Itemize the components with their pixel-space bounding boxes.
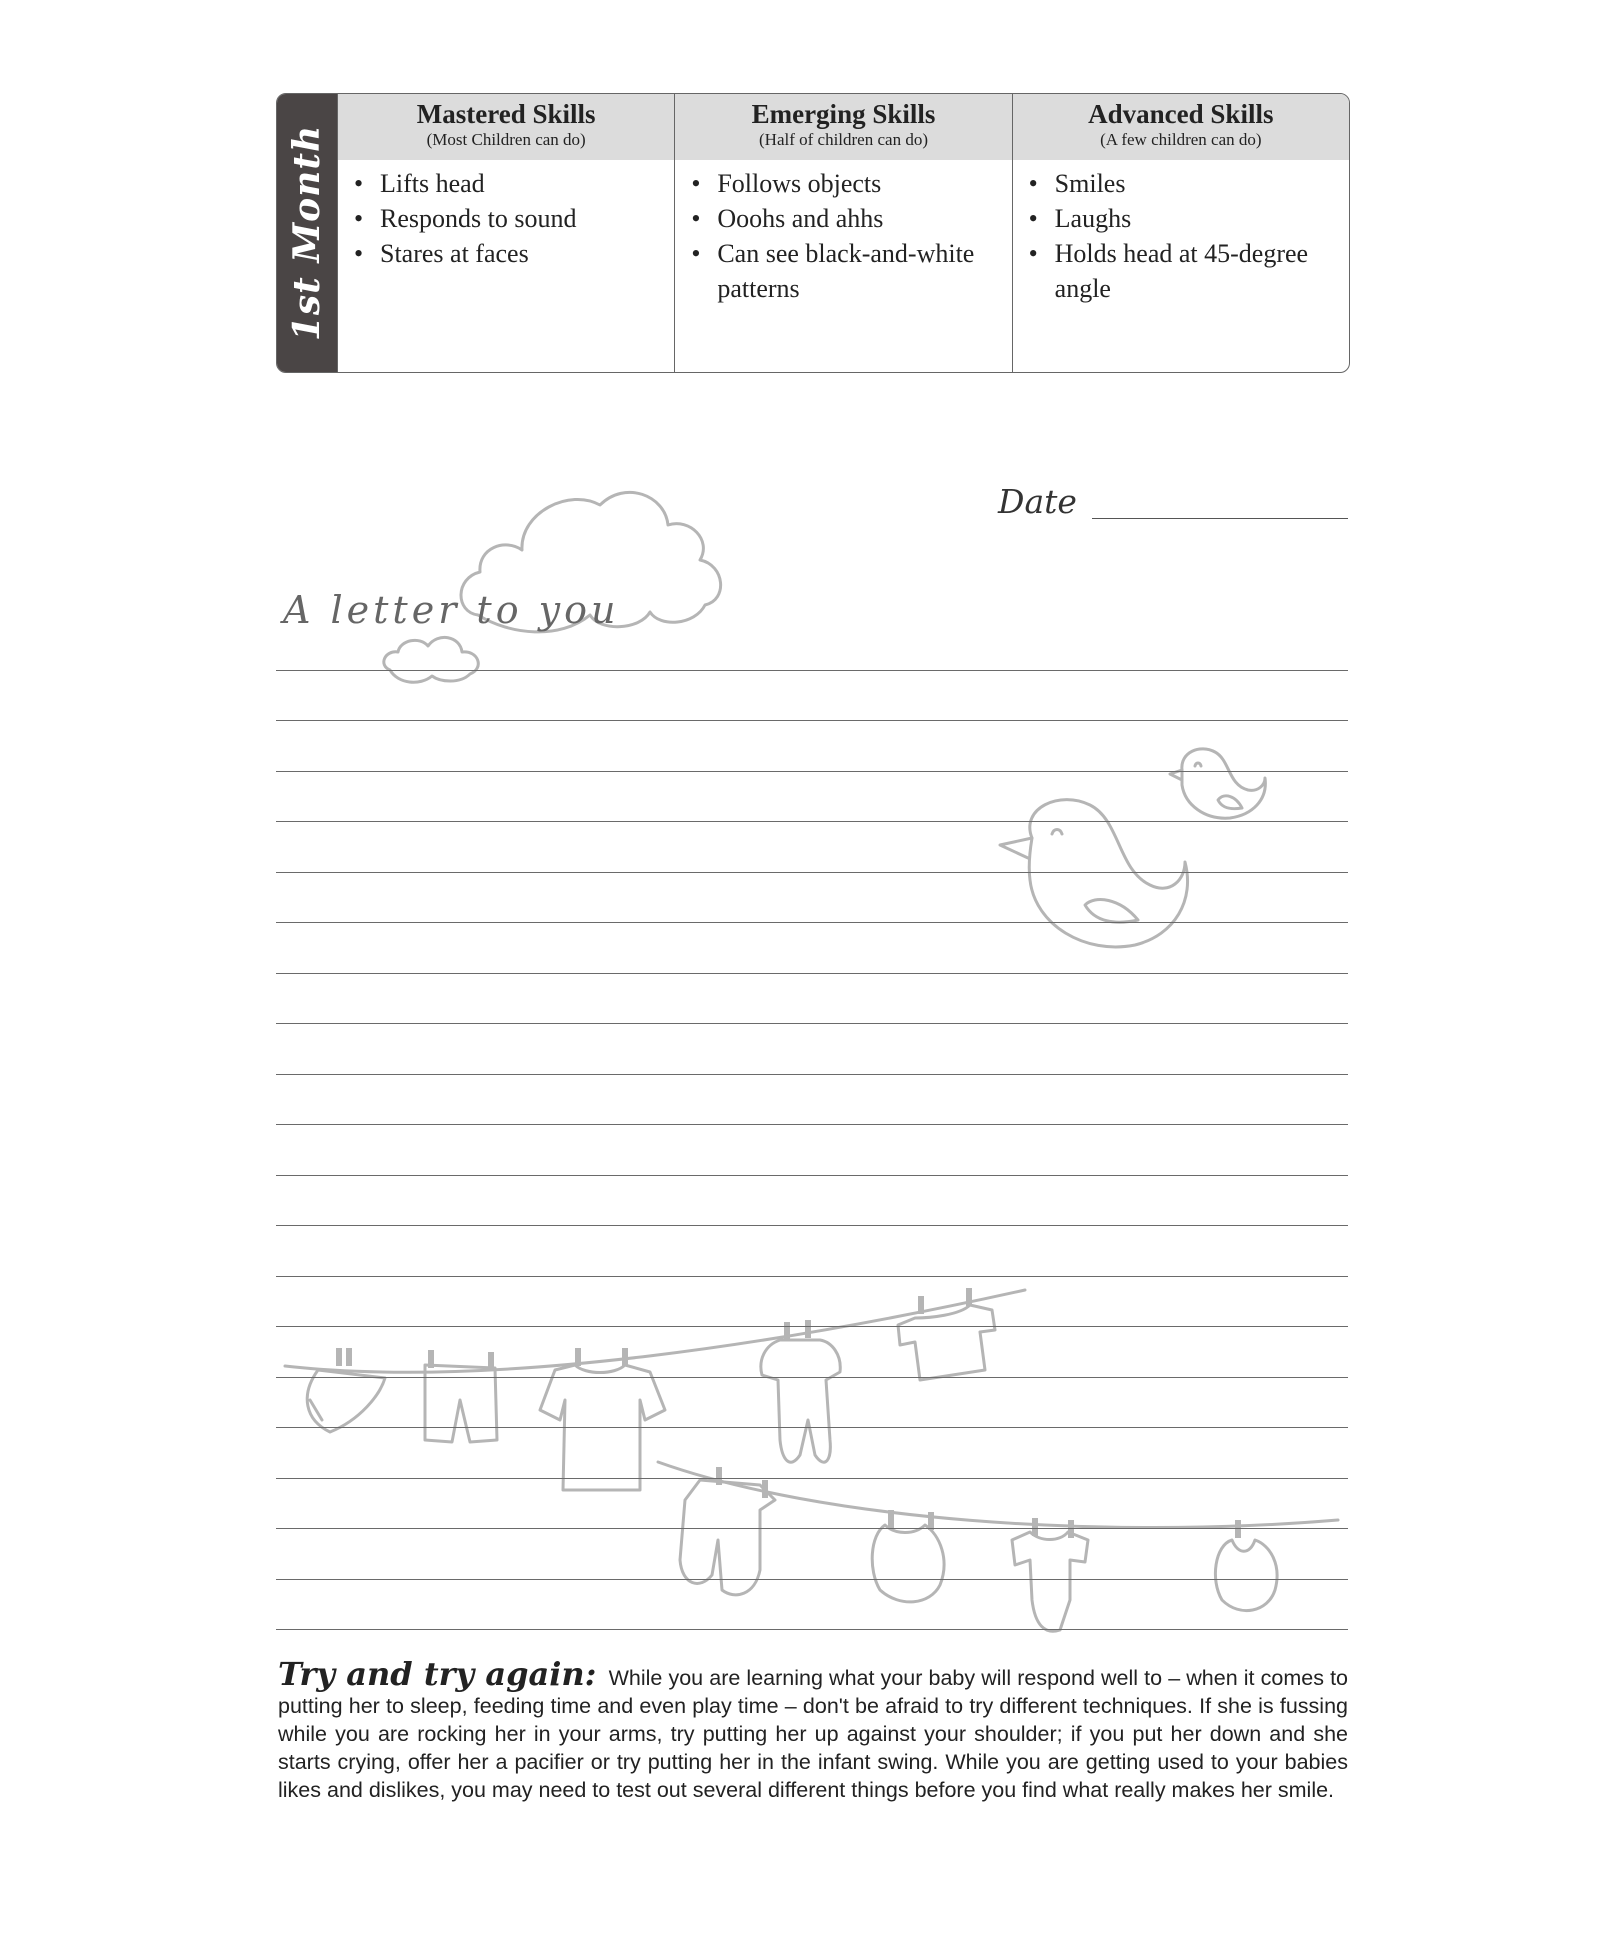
writing-area[interactable] xyxy=(276,0,1348,1939)
list-item: • Responds to sound xyxy=(352,201,660,236)
column-title: Mastered Skills xyxy=(416,99,596,129)
writing-line xyxy=(276,922,1348,923)
list-item: • Holds head at 45-degree angle xyxy=(1027,236,1335,306)
tip-title: Try and try again: xyxy=(278,1655,597,1693)
date-label: Date xyxy=(998,482,1077,521)
month-label: 1st Month xyxy=(286,124,329,342)
writing-line xyxy=(276,1377,1348,1378)
writing-line xyxy=(276,670,1348,671)
column-subtitle: (Most Children can do) xyxy=(426,130,586,149)
writing-line xyxy=(276,1427,1348,1428)
writing-line xyxy=(276,1579,1348,1580)
list-item: • Laughs xyxy=(1027,201,1335,236)
list-item: • Can see black-and-white patterns xyxy=(689,236,997,306)
writing-line xyxy=(276,1225,1348,1226)
writing-line xyxy=(276,1276,1348,1277)
list-item: • Smiles xyxy=(1027,166,1335,201)
column-title: Emerging Skills xyxy=(751,99,936,129)
writing-line xyxy=(276,821,1348,822)
tip-body: While you are learning what your baby will respond well to – when it comes to putting her to sleep, feeding time and even play time – don't be afraid to try different techniques. If she is fussing while you are rocking her in your arms, try putting her up against your shoulder; if you put her down and she starts crying, offer her a pacifier or try putting her in the infant swing. While you are getting used to your babies likes and dislikes, you may need to test out several different things before you find what really makes her smile. xyxy=(278,1666,1349,1802)
writing-line xyxy=(276,1326,1348,1327)
writing-line xyxy=(276,1124,1348,1125)
writing-line xyxy=(276,1175,1348,1176)
list-item: • Ooohs and ahhs xyxy=(689,201,997,236)
writing-line xyxy=(276,1074,1348,1075)
writing-line xyxy=(276,1629,1348,1630)
column-title: Advanced Skills xyxy=(1088,99,1274,129)
writing-line xyxy=(276,771,1348,772)
tip-paragraph xyxy=(278,1655,1349,1804)
writing-line xyxy=(276,1023,1348,1024)
writing-line xyxy=(276,973,1348,974)
writing-line xyxy=(276,720,1348,721)
column-subtitle: (A few children can do) xyxy=(1100,130,1262,149)
writing-line xyxy=(276,1478,1348,1479)
list-item: • Lifts head xyxy=(352,166,660,201)
column-subtitle: (Half of children can do) xyxy=(759,130,928,149)
list-item: • Follows objects xyxy=(689,166,997,201)
writing-line xyxy=(276,872,1348,873)
list-item: • Stares at faces xyxy=(352,236,660,271)
letter-title: A letter to you xyxy=(283,588,620,632)
writing-line xyxy=(276,1528,1348,1529)
